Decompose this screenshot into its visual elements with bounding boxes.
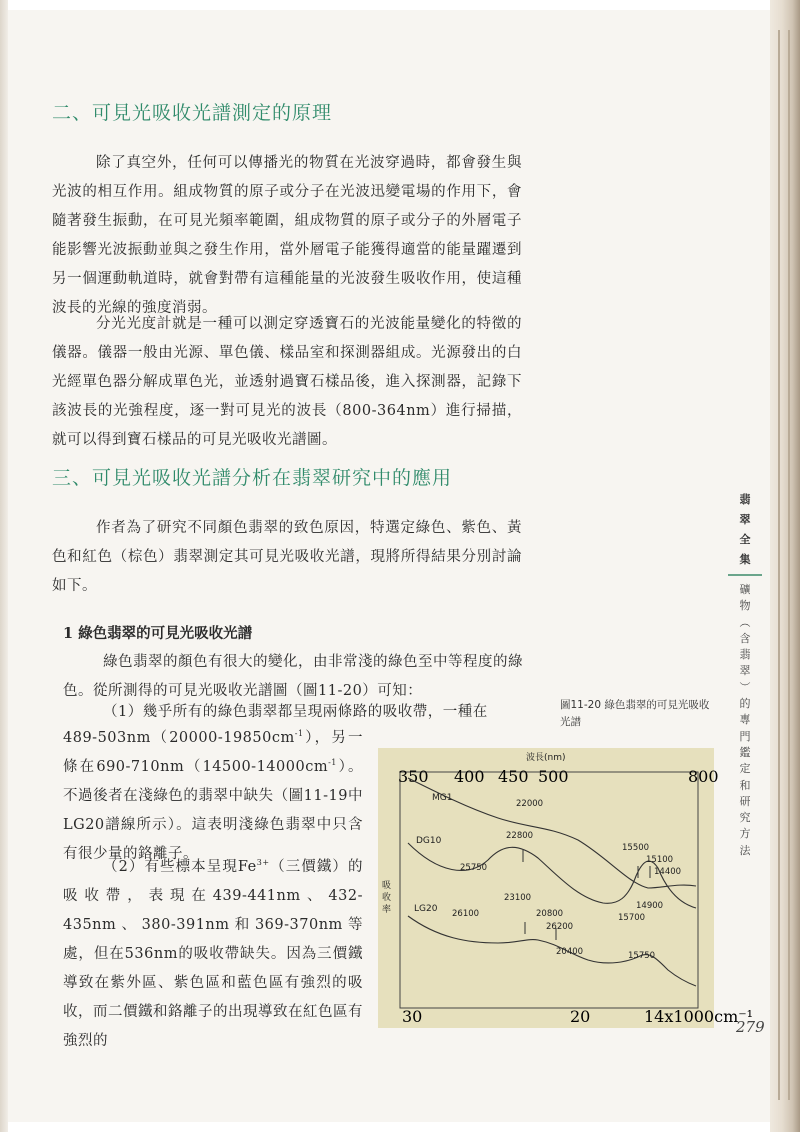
chart-annotation: 15700 <box>618 913 646 923</box>
page-left-edge <box>0 0 8 1132</box>
chart-annotation: 15500 <box>622 843 650 853</box>
top-tick-label: 400 <box>454 767 485 786</box>
side-series-char: 翡 <box>739 493 751 506</box>
side-series-char: 全 <box>739 533 751 546</box>
chart-annotation: 15100 <box>646 855 674 865</box>
chart-annotation: 14900 <box>636 901 664 911</box>
side-series-char: 集 <box>739 553 751 566</box>
side-book-char: 法 <box>739 843 751 857</box>
side-book-char: ︵ <box>739 615 751 629</box>
side-book-title <box>728 582 762 859</box>
chart-annotation: 22000 <box>516 799 544 809</box>
side-book-char: 專 <box>739 713 751 727</box>
side-book-char: 鑑 <box>739 745 751 759</box>
superscript-fe: 3+ <box>256 858 270 868</box>
chart-svg <box>378 748 754 1028</box>
side-book-char: 礦 <box>739 583 751 596</box>
band-range-2: 690-710nm（14500-14000cm <box>96 759 329 775</box>
chart-annotation: 14400 <box>654 867 682 877</box>
section-heading-2: 二、可見光吸收光譜測定的原理 <box>52 102 333 124</box>
paragraph-4: 綠色翡翠的顏色有很大的變化，由非常淺的綠色至中等程度的綠色。從所測得的可見光吸收光譜圖（圖11-20）可知： <box>63 654 523 699</box>
superscript: -1 <box>328 758 337 768</box>
side-series-char: 翠 <box>739 513 751 526</box>
chart-annotation: 20400 <box>556 947 584 957</box>
text: ）。不過後者在淺綠色的翡翠中缺失（圖11-19中LG20譜線所示）。這表明淺綠色翡翠中只含有很少量的鉻離子。 <box>63 759 363 862</box>
text: （2）有些標本呈現Fe <box>103 859 257 875</box>
side-book-char: 定 <box>739 762 751 776</box>
chart-annotation: 26100 <box>452 909 480 919</box>
chart-annotation: 22800 <box>506 831 534 841</box>
subheading-green-jadeite: 1 綠色翡翠的可見光吸收光譜 <box>63 625 253 642</box>
top-axis-ticks <box>398 767 719 786</box>
paragraph-1: 除了真空外，任何可以傳播光的物質在光波穿過時，都會發生與光波的相互作用。組成物質的原子或分子在光波迅變電場的作用下，會隨著發生振動，在可見光頻率範圍，組成物質的原子或分子的外層電子能影響光波振動並與之發生作用，當外層電子能獲得適當的能量躍遷到另一個運動軌道時，就會對帶有這種能量的光波發生吸收作用，使這種波長的光線的強度消弱。 <box>52 155 522 316</box>
paragraph-3: 作者為了研究不同顏色翡翠的致色原因，特選定綠色、紫色、黃色和紅色（棕色）翡翠測定其可見光吸收光譜，現將所得結果分別討論如下。 <box>52 520 522 594</box>
series-label: MG1 <box>432 793 453 803</box>
side-book-char: 究 <box>739 811 751 825</box>
absorption-spectrum-chart <box>378 748 754 1028</box>
book-binding <box>770 0 800 1132</box>
side-book-char: 研 <box>739 794 751 808</box>
binding-line <box>778 30 780 1100</box>
text: ），另一條在 <box>63 730 363 775</box>
curve-dg10 <box>408 843 696 908</box>
chart-annotation: 25750 <box>460 863 488 873</box>
bottom-tick-label: 14x1000cm⁻¹ <box>644 1007 754 1026</box>
side-book-char: 的 <box>739 697 751 711</box>
side-book-char: 和 <box>739 778 751 792</box>
paragraph-2: 分光光度計就是一種可以測定穿透寶石的光波能量變化的特徵的儀器。儀器一般由光源、單色儀、樣品室和探測器組成。光源發出的白光經單色器分解成單色光，並透射過寶石樣品後，進入探測器，記錄下該波長的光強程度，逐一對可見光的波長（800-364nm）進行掃描，就可以得到寶石樣品的可見光吸收光譜圖。 <box>52 316 522 448</box>
band-range-1: 489-503nm（20000-19850cm <box>63 730 295 746</box>
figure-caption: 圖11-20 綠色翡翠的可見光吸收光譜 <box>560 699 710 728</box>
top-tick-label: 350 <box>398 767 429 786</box>
side-book-char: 含 <box>739 631 751 645</box>
page-number: 279 <box>736 1018 765 1036</box>
chart-y-axis-label: 吸收率 <box>382 881 392 915</box>
bottom-tick-label: 20 <box>570 1007 591 1026</box>
chart-top-axis-label: 波長(nm) <box>526 753 566 763</box>
text: （三價鐵）的吸收帶，表現在439-441nm、432-435nm、380-391nm和369-370nm等處，但在536nm的吸收帶缺失。因為三價鐵導致在紫外區、紫色區和藍色區有強烈的吸收，而二價鐵和鉻離子的出現導致在紅色區有強烈的 <box>63 859 363 1049</box>
side-book-char: 門 <box>739 729 751 743</box>
side-section-tab <box>728 490 762 859</box>
top-tick-label: 450 <box>498 767 529 786</box>
binding-line <box>788 30 790 1100</box>
side-divider <box>728 574 762 576</box>
paragraph-6 <box>63 853 363 1056</box>
chart-annotation: 15750 <box>628 951 656 961</box>
side-book-char: 翠 <box>739 664 751 678</box>
superscript: -1 <box>294 729 304 739</box>
paragraph-5-line-1: （1）幾乎所有的綠色翡翠都呈現兩條路的吸收帶，一種在 <box>103 704 488 720</box>
paragraph-5-body <box>63 724 363 869</box>
series-label: LG20 <box>414 904 438 914</box>
bottom-axis-ticks <box>402 1007 753 1026</box>
chart-annotation: 20800 <box>536 909 564 919</box>
top-tick-label: 800 <box>688 767 719 786</box>
bottom-tick-label: 30 <box>402 1007 423 1026</box>
chart-annotation: 26200 <box>546 922 574 932</box>
side-book-char: 翡 <box>739 648 751 662</box>
band-markers <box>523 850 650 940</box>
section-heading-3: 三、可見光吸收光譜分析在翡翠研究中的應用 <box>52 467 453 489</box>
side-book-char: ︶ <box>739 680 751 694</box>
side-series-title <box>728 490 762 570</box>
top-tick-label: 500 <box>538 767 569 786</box>
series-label: DG10 <box>416 836 442 846</box>
chart-annotation: 23100 <box>504 893 532 903</box>
plot-frame <box>400 772 698 1008</box>
chart-annotations <box>452 799 681 961</box>
side-book-char: 方 <box>739 827 751 841</box>
side-book-char: 物 <box>739 599 751 613</box>
